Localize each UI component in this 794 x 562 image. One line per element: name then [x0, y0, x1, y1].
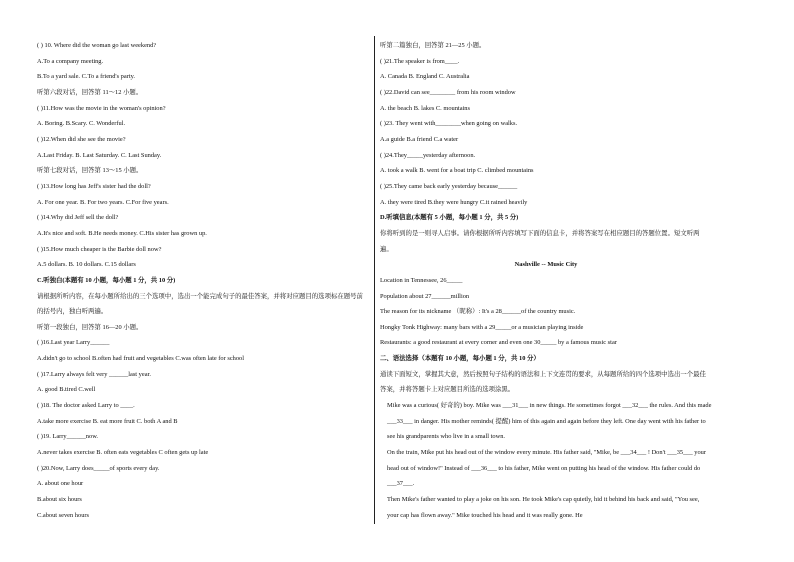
right-column-line-22: On the train, Mike put his head out of the window every minute. His father said, "Mike, be ___34___ ! Don't ___35___ your head out of window!" Instead of ___36___ to his father, Mike went on putting his head of the window. His father could do ___37___.: [387, 449, 706, 488]
left-column-line-15: C.听独白(本题有 10 小题，每小题 1 分，共 10 分): [37, 276, 176, 284]
right-column: [380, 38, 712, 523]
right-column-line-21: Mike was a curious( 好奇的) boy. Mike was ___31___ in new things. He sometimes forgot ___32___ the rules. And this made ___33___ in danger. His mother reminds( 提醒) him of this again and again before they left. One day went with his father to see his grandparents who live in a small town.: [387, 402, 712, 441]
left-column-line-0: ( ) 10. Where did the woman go last weekend?: [37, 42, 157, 49]
left-column-line-28: B.about six hours: [37, 496, 82, 504]
left-column-line-8: 听第七段对话，回答第 13～15 小题。: [37, 167, 143, 175]
left-column: [37, 38, 367, 523]
right-column-line-1: ( )21.The speaker is from____.: [380, 57, 460, 65]
left-column-line-20: ( )17.Larry always felt very ______last year.: [37, 370, 151, 378]
left-column-line-12: A.It's nice and soft. B.He needs money. C.His sister has grown up.: [37, 229, 207, 237]
left-column-line-7: A.Last Friday. B. Last Saturday. C. Last Sunday.: [37, 151, 162, 159]
left-column-line-26: ( )20.Now, Larry does_____of sports every day.: [37, 464, 160, 472]
left-column-line-9: ( )13.How long has Jeff's sister had the doll?: [37, 182, 151, 190]
right-column-line-9: ( )25.They came back early yesterday because______: [380, 182, 518, 190]
right-column-line-18: Restaurants: a good restaurant at every corner and even one 30_____ by a famous music star: [380, 339, 617, 347]
right-column-line-15: Population about 27______million: [380, 292, 470, 300]
right-column-line-8: A. took a walk B. went for a boat trip C. climbed mountains: [380, 167, 534, 175]
left-column-line-6: ( )12.When did she see the movie?: [37, 135, 126, 143]
left-column-line-5: A. Boring. B.Scary. C. Wonderful.: [37, 120, 126, 128]
right-column-line-20: 通读下面短文，掌握其大意，然后按照句子结构的语法和上下文连贯的要求，从每题所给的四个选项中选出一个最佳答案，并将答题卡上对应题目所选的选项涂黑。: [380, 370, 706, 394]
left-column-line-13: ( )15.How much cheaper is the Barbie doll now?: [37, 245, 162, 253]
left-column-line-18: ( )16.Last year Larry______: [37, 339, 110, 347]
right-column-line-19: 二、语法选择（本题有 10 小题，每小题 1 分，共 10 分）: [380, 355, 540, 363]
right-column-line-14: Location in Tennessee, 26_____: [380, 276, 463, 284]
right-column-line-5: ( )23. They went with________when going on walks.: [380, 120, 518, 128]
left-column-line-25: A.never takes exercise B. often eats vegetables C often gets up late: [37, 449, 209, 457]
right-column-line-12: 你将听到的是一则寻人启事。请你根据所听内容填写下面的信息卡，并将答案写在相应题目的答题位置。短文听两遍。: [380, 229, 700, 253]
left-column-line-4: ( )11.How was the movie in the woman's opinion?: [37, 104, 166, 112]
left-column-line-10: A. For one year. B. For two years. C.For five years.: [37, 198, 169, 206]
right-column-line-4: A. the beach B. lakes C. mountains: [380, 104, 470, 112]
column-divider: [374, 36, 375, 524]
right-column-line-0: 听第二篇独白，回答第 21—25 小题。: [380, 42, 486, 49]
right-column-line-23: Then Mike's father wanted to play a joke on his son. He took Mike's cap quietly, hid it behind his back and said, "You see, your cap has flown away." Mike touched his head and it was really gone. He: [387, 496, 700, 519]
right-column-line-16: The reason for its nickname （昵称）: It's a 28______of the country music.: [380, 308, 576, 316]
left-column-line-22: ( )18. The doctor asked Larry to ____.: [37, 402, 135, 410]
left-column-line-3: 听第六段对话，回答第 11～12 小题。: [37, 88, 143, 96]
right-column-line-10: A. they were tired B.they were hungry C.it rained heavily: [380, 198, 528, 206]
left-column-line-2: B.To a yard sale. C.To a friend's party.: [37, 73, 135, 81]
right-column-line-6: A.a guide B.a friend C.a water: [380, 135, 459, 143]
left-column-line-23: A.take more exercise B. eat more fruit C. both A and B: [37, 417, 178, 425]
left-column-line-16: 请根据所听内容，在每小题所给出的三个选项中，选出一个能完成句子的最佳答案，并将对应题目的选项标在题号前的括号内，独白听两遍。: [37, 292, 363, 316]
right-column-line-7: ( )24.They_____yesterday afternoon.: [380, 151, 476, 159]
right-column-line-17: Hongky Tonk Highway: many bars with a 29_____or a musician playing inside: [380, 323, 584, 331]
left-column-line-21: A. good B.tired C.well: [37, 386, 96, 394]
left-column-line-24: ( )19. Larry______now.: [37, 433, 98, 441]
left-column-line-1: A.To a company meeting.: [37, 57, 104, 65]
left-column-line-14: A.5 dollars. B. 10 dollars. C.15 dollars: [37, 261, 136, 269]
left-column-line-17: 听第一段独白，回答第 16—20 小题。: [37, 323, 143, 331]
right-column-line-3: ( )22.David can see________ from his room window: [380, 88, 516, 96]
left-column-line-27: A. about one hour: [37, 480, 84, 488]
left-column-line-29: C.about seven hours: [37, 511, 90, 519]
right-column-line-13: Nashville -- Music City: [514, 261, 578, 269]
right-column-line-11: D.听填信息(本题有 5 小题，每小题 1 分，共 5 分): [380, 214, 519, 222]
left-column-line-11: ( )14.Why did Jeff sell the doll?: [37, 214, 119, 222]
right-column-line-2: A. Canada B. England C. Australia: [380, 73, 470, 81]
left-column-line-19: A.didn't go to school B.often had fruit and vegetables C.was often late for school: [37, 355, 245, 363]
